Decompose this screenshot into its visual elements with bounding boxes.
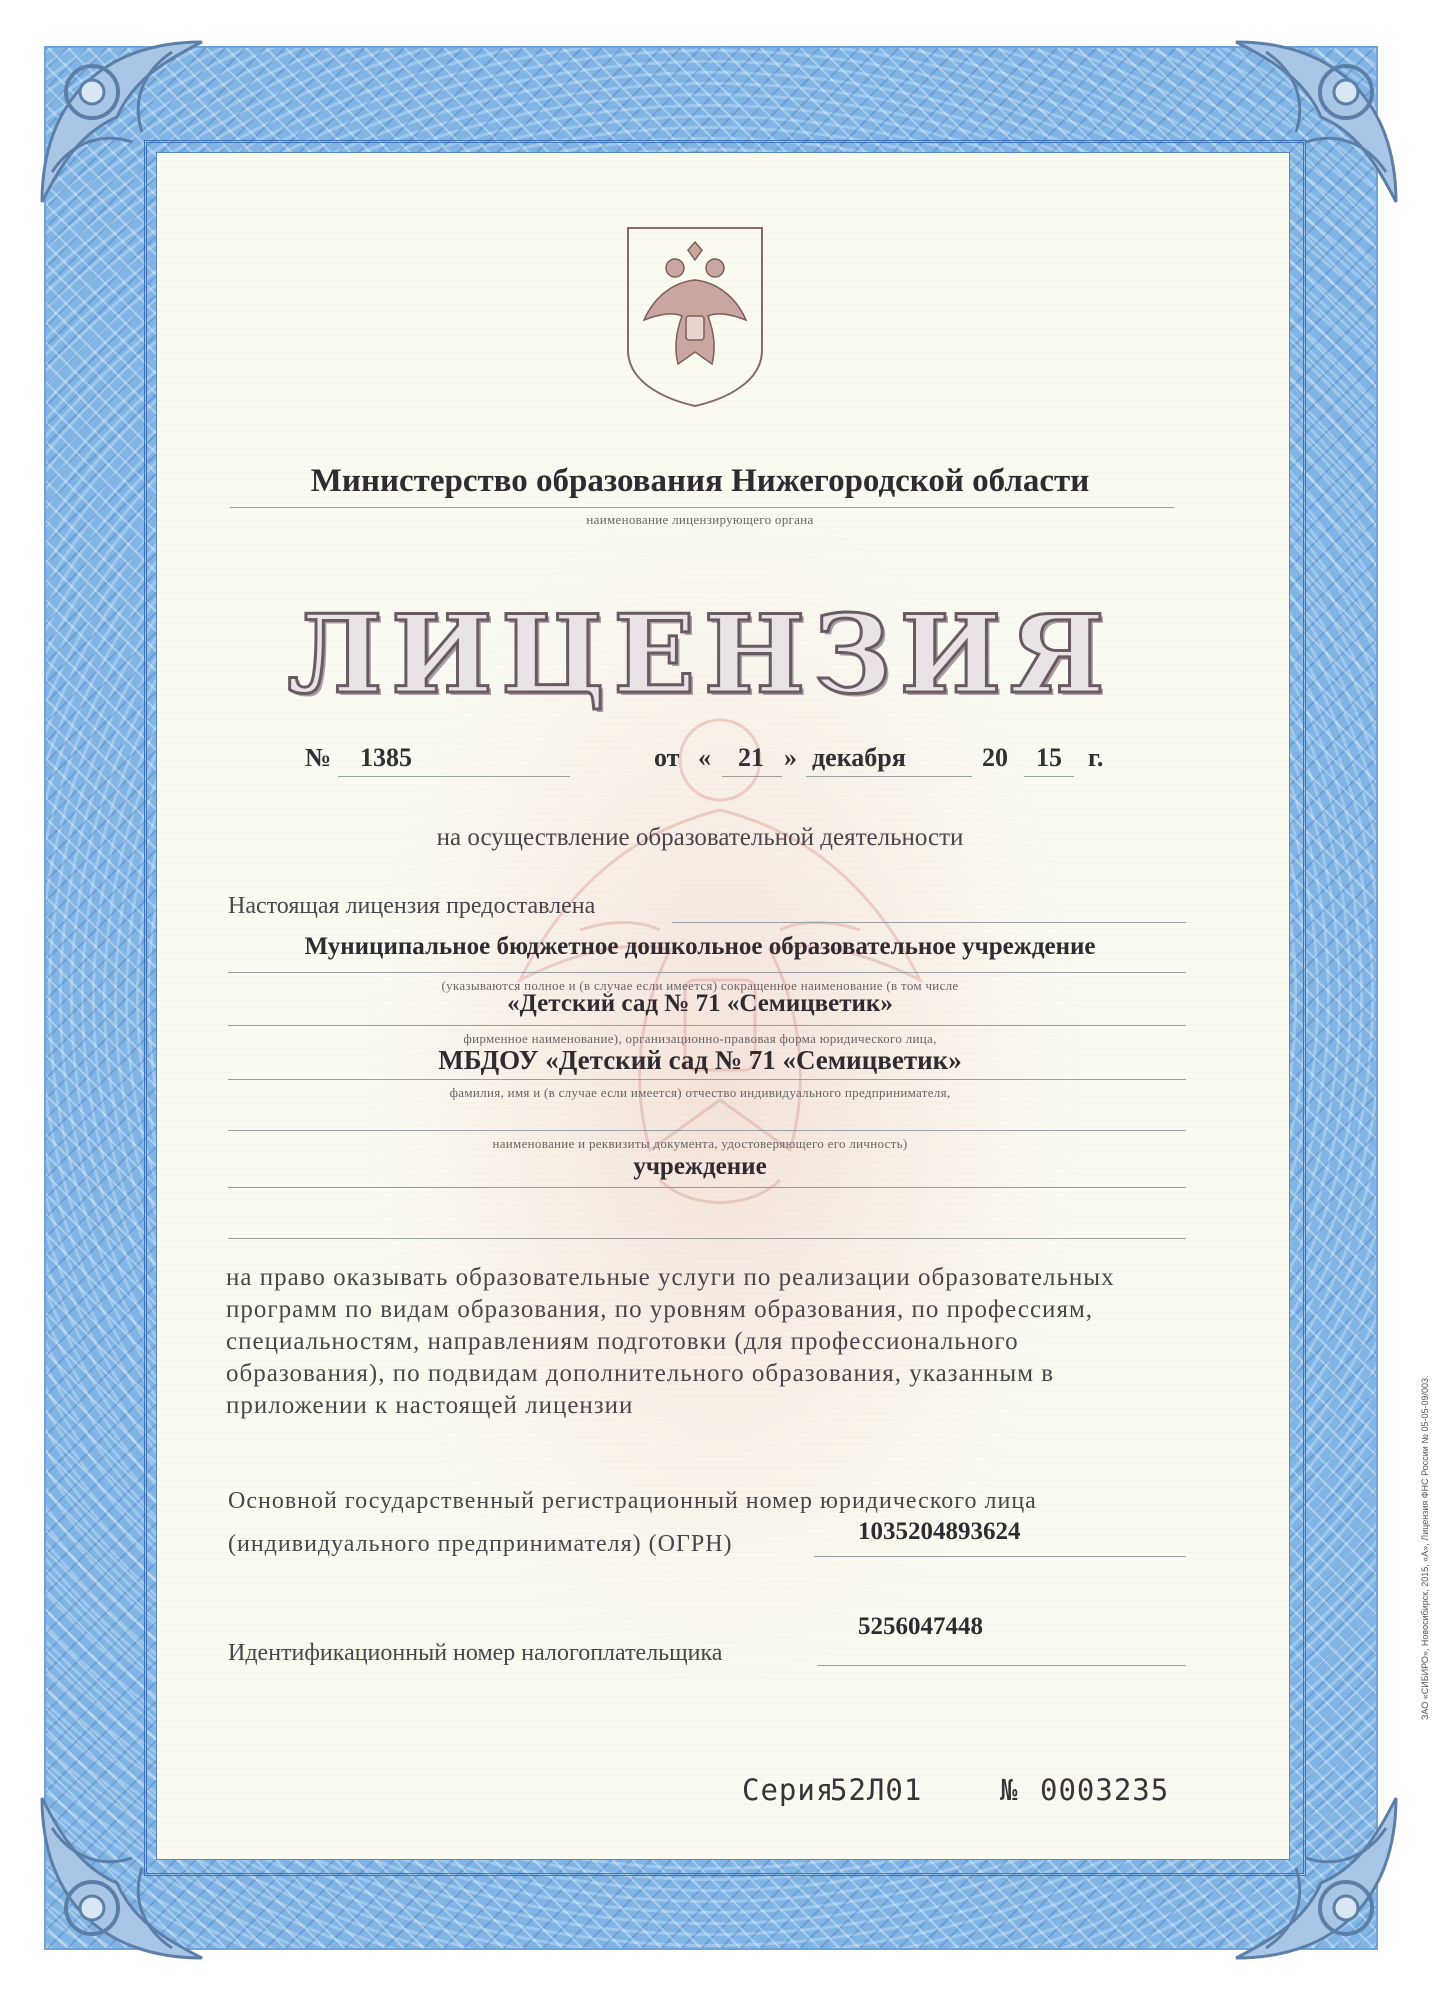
caption-entrepreneur: фамилия, имя и (в случае если имеется) отчество индивидуального предпринимателя,	[449, 1085, 951, 1100]
year-prefix: 20	[982, 743, 1008, 772]
registration-number: 1385	[360, 743, 412, 772]
rights-line: на право оказывать образовательные услуги по реализации образовательных	[226, 1264, 1115, 1291]
underline	[818, 1665, 1186, 1666]
quote-open: «	[698, 743, 711, 772]
caption-legal-form: фирменное наименование), организационно-правовая форма юридического лица,	[463, 1031, 937, 1046]
underline	[672, 922, 1186, 923]
ogrn-label-line-2: (индивидуального предпринимателя) (ОГРН)	[228, 1531, 733, 1557]
underline	[228, 972, 1186, 973]
underline	[230, 507, 1174, 508]
licensee-short-name: МБДОУ «Детский сад № 71 «Семицветик»	[438, 1045, 962, 1075]
license-purpose: на осуществление образовательной деятельности	[436, 824, 964, 851]
russian-coat-of-arms-icon	[620, 220, 770, 410]
underline	[228, 1187, 1186, 1188]
underline	[806, 776, 972, 777]
caption-identity-document: наименование и реквизиты документа, удостоверяющего его личность)	[492, 1136, 908, 1151]
form-series: 52Л01	[830, 1773, 923, 1807]
authority-caption: наименование лицензирующего органа	[586, 512, 814, 527]
caption-full-name: (указываются полное и (в случае если имеется) сокращенное наименование (в том числе	[441, 978, 959, 993]
rights-line: образования), по подвидам дополнительного образования, указанным в	[226, 1360, 1055, 1387]
licensee-intro: Настоящая лицензия предоставлена	[228, 893, 596, 919]
registration-day: 21	[738, 743, 764, 772]
form-number-label: №	[1000, 1773, 1019, 1807]
licensing-authority-name: Министерство образования Нижегородской области	[310, 463, 1090, 499]
licensee-type: учреждение	[633, 1153, 767, 1180]
year-mark: г.	[1088, 743, 1104, 772]
underline	[722, 776, 782, 777]
year-suffix: 15	[1036, 743, 1062, 772]
ogrn-label-line-1: Основной государственный регистрационный номер юридического лица	[228, 1488, 1037, 1514]
underline	[338, 776, 570, 777]
document-title: ЛИЦЕНЗИЯ	[287, 592, 1113, 718]
ogrn-value: 1035204893624	[858, 1518, 1021, 1545]
form-number: 0003235	[1040, 1773, 1170, 1807]
rights-line: программ по видам образования, по уровням образования, по профессиям,	[226, 1296, 1094, 1323]
form-series-label: Серия	[742, 1773, 835, 1807]
underline	[228, 1130, 1186, 1131]
printer-imprint: ЗАО «СИБИРО», Новосибирск, 2015, «А», Лицензия ФНС России № 05-05-09/003.	[1420, 1375, 1430, 1720]
underline	[1024, 776, 1074, 777]
registration-month: декабря	[812, 743, 906, 772]
license-rights-text	[226, 1262, 1186, 1422]
underline	[228, 1238, 1186, 1239]
underline	[228, 1079, 1186, 1080]
rights-line: приложении к настоящей лицензии	[226, 1392, 634, 1419]
registration-number-label: №	[305, 743, 332, 772]
licensee-full-name: Муниципальное бюджетное дошкольное образовательное учреждение	[304, 933, 1096, 960]
licensee-name-line-2: «Детский сад № 71 «Семицветик»	[507, 990, 893, 1017]
date-from-label: от	[654, 743, 680, 772]
inn-label: Идентификационный номер налогоплательщика	[228, 1640, 723, 1666]
inn-value: 5256047448	[858, 1613, 983, 1640]
underline	[228, 1025, 1186, 1026]
quote-close: »	[784, 743, 797, 772]
rights-line: специальностям, направлениям подготовки (для профессионального	[226, 1328, 1019, 1355]
underline	[814, 1556, 1186, 1557]
